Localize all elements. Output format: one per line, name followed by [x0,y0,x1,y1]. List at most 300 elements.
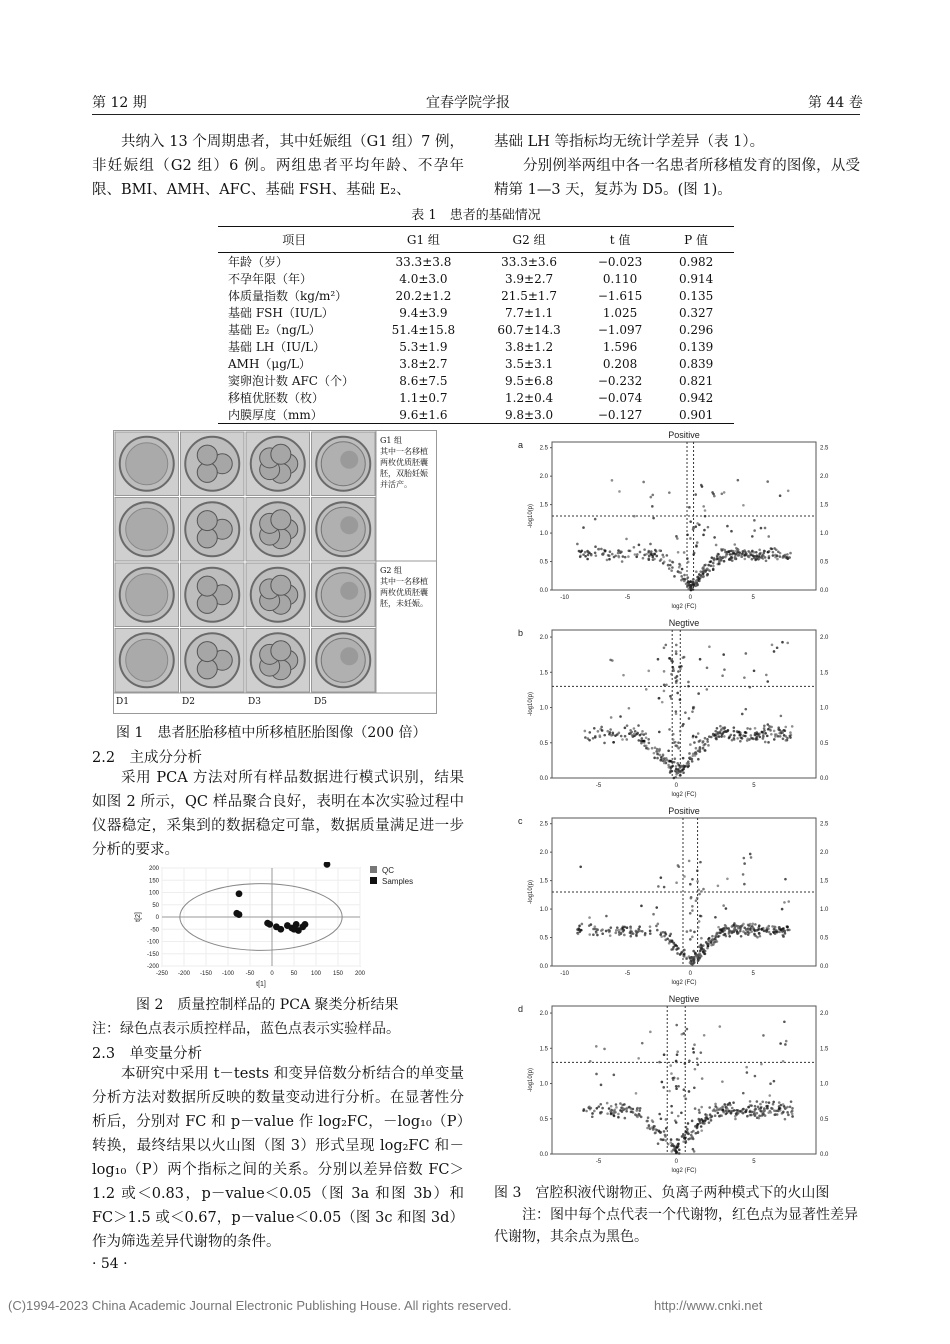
figure1-g2-text: 其中一名移植两枚优质胚囊胚，未妊娠。 [380,577,428,608]
metabolite-point [611,479,614,482]
metabolite-point [594,518,597,521]
metabolite-point [759,1103,762,1106]
metabolite-point [749,1111,752,1114]
volcano-plot-area [552,630,816,778]
metabolite-point [698,740,701,743]
metabolite-point [725,554,728,557]
panel-title: Positive [668,806,700,816]
metabolite-point [692,578,695,581]
metabolite-point [778,926,781,929]
metabolite-point [603,742,606,745]
metabolite-point [723,735,726,738]
metabolite-point [756,732,759,735]
metabolite-point [581,923,584,926]
metabolite-point [662,556,665,559]
metabolite-point [768,725,771,728]
metabolite-point [745,652,748,655]
metabolite-point [693,741,696,744]
metabolite-point [675,1024,678,1027]
metabolite-point [778,1107,781,1110]
metabolite-point [713,1108,716,1111]
metabolite-point [713,557,716,560]
metabolite-point [782,737,785,740]
metabolite-point [659,559,662,562]
metabolite-point [733,726,736,729]
metabolite-point [627,555,630,558]
metabolite-point [651,494,654,497]
y-tick-label: 2.0 [539,1011,548,1018]
metabolite-point [670,1150,673,1153]
metabolite-point [724,549,727,552]
metabolite-point [625,538,628,541]
table1-caption: 表 1 患者的基础情况 [411,208,541,223]
metabolite-point [682,1032,685,1035]
metabolite-point [607,929,610,932]
table-cell: −0.127 [597,407,643,422]
metabolite-point [678,1152,681,1155]
metabolite-point [765,1101,768,1104]
metabolite-point [653,752,656,755]
metabolite-point [724,730,727,733]
y-tick-label: 0.0 [539,776,548,782]
metabolite-point [753,933,756,936]
metabolite-point [691,760,694,763]
metabolite-point [744,735,747,738]
metabolite-point [608,554,611,557]
metabolite-point [581,549,584,552]
table-cell: 33.3±3.8 [395,254,452,269]
metabolite-point [669,1141,672,1144]
section22-title: 2.2 主成分分析 [92,750,203,766]
metabolite-point [615,1103,618,1106]
metabolite-point [721,493,724,496]
section23-title: 2.3 单变量分析 [92,1046,203,1062]
metabolite-point [584,551,587,554]
metabolite-point [696,1123,699,1126]
metabolite-point [612,732,615,735]
metabolite-point [783,1020,786,1023]
metabolite-point [779,1042,782,1045]
metabolite-point [658,1113,661,1116]
metabolite-point [691,878,694,881]
metabolite-point [698,956,701,959]
figure1-g1-title: G1 组 [380,436,403,445]
metabolite-point [753,1111,756,1114]
table-cell: 1.1±0.7 [399,390,448,405]
x-tick-label: -5 [624,971,631,977]
metabolite-point [622,930,625,933]
metabolite-point [629,935,632,938]
table1-header: 项目 [282,233,307,247]
y-tick-label: 0.5 [539,740,548,747]
metabolite-point [762,555,765,558]
x-tick-label: -150 [199,971,213,977]
metabolite-point [629,931,632,934]
metabolite-point [649,930,652,933]
metabolite-point [678,566,681,569]
y-tick-label: 1.0 [539,531,548,538]
zygote [126,443,168,485]
metabolite-point [706,947,709,950]
metabolite-point [665,684,668,687]
metabolite-point [724,929,727,932]
panel-letter: d [518,1004,524,1014]
metabolite-point [691,581,694,584]
metabolite-point [592,933,595,936]
sample-point [236,890,243,897]
metabolite-point [770,547,773,550]
metabolite-point [695,747,698,750]
metabolite-point [712,562,715,565]
metabolite-point [782,556,785,559]
metabolite-point [682,757,685,760]
metabolite-point [788,929,791,932]
metabolite-point [776,646,779,649]
metabolite-point [769,933,772,936]
metabolite-point [635,1092,638,1095]
metabolite-point [689,584,692,587]
metabolite-point [688,1090,691,1093]
metabolite-point [660,756,663,759]
sample-point [277,926,284,933]
metabolite-point [700,947,703,950]
metabolite-point [754,1075,757,1078]
legend-qc-label: QC [382,866,394,875]
metabolite-point [745,1109,748,1112]
metabolite-point [683,765,686,768]
metabolite-point [697,889,700,892]
metabolite-point [771,1107,774,1110]
metabolite-point [649,543,652,546]
metabolite-point [754,559,757,562]
metabolite-point [759,736,762,739]
metabolite-point [632,735,635,738]
metabolite-point [628,707,631,710]
metabolite-point [685,957,688,960]
table-cell: 基础 FSH（IU/L） [228,306,334,320]
sample-point [302,921,309,928]
metabolite-point [591,1115,594,1118]
header-issue: 第 12 期 [92,95,147,111]
metabolite-point [670,1105,673,1108]
metabolite-point [756,1116,759,1119]
metabolite-point [732,550,735,553]
metabolite-point [779,494,782,497]
metabolite-point [623,1103,626,1106]
table-cell: 3.9±2.7 [504,271,554,286]
metabolite-point [660,1138,663,1141]
table1-header: t 值 [609,233,631,247]
metabolite-point [670,1138,673,1141]
metabolite-point [689,537,692,540]
metabolite-point [640,1116,643,1119]
metabolite-point [582,1109,585,1112]
metabolite-point [749,853,752,856]
metabolite-point [658,750,661,753]
metabolite-point [598,734,601,737]
metabolite-point [677,670,680,673]
metabolite-point [680,575,683,578]
metabolite-point [747,1106,750,1109]
metabolite-point [680,1111,683,1114]
metabolite-point [702,505,705,508]
metabolite-point [706,567,709,570]
metabolite-point [593,1110,596,1113]
metabolite-point [640,905,643,908]
figure2-note: 注：绿色点表示质控样品，蓝色点表示实验样品。 [92,1021,400,1037]
metabolite-point [784,1118,787,1121]
section22-body [92,766,464,862]
metabolite-point [665,1127,668,1130]
metabolite-point [694,1068,697,1071]
metabolite-point [726,525,729,528]
metabolite-point [733,730,736,733]
metabolite-point [779,555,782,558]
metabolite-point [701,945,704,948]
metabolite-point [691,936,694,939]
metabolite-point [771,925,774,928]
y-tick-label-right: 1.0 [820,907,829,914]
table-cell: 7.7±1.1 [504,305,554,320]
metabolite-point [618,490,621,493]
metabolite-point [781,730,784,733]
day-label: D5 [314,697,327,707]
metabolite-point [699,1122,702,1125]
metabolite-point [645,736,648,739]
header-volume: 第 44 卷 [808,95,863,111]
metabolite-point [759,1110,762,1113]
metabolite-point [637,724,640,727]
metabolite-point [673,777,676,780]
metabolite-point [689,883,692,886]
metabolite-point [588,731,591,734]
metabolite-point [781,908,784,911]
metabolite-point [749,1100,752,1103]
metabolite-point [675,881,678,884]
metabolite-point [781,1112,784,1115]
metabolite-point [720,735,723,738]
x-axis-label: t[1] [256,981,266,988]
metabolite-point [667,749,670,752]
metabolite-point [698,1109,701,1112]
metabolite-point [734,926,737,929]
metabolite-point [604,549,607,552]
x-axis-label: log2 (FC) [671,980,697,986]
y-tick-label-right: 1.0 [820,531,829,538]
sample-point [293,921,300,928]
metabolite-point [750,734,753,737]
metabolite-point [688,860,691,863]
y-axis-label: -log10(p) [528,503,534,529]
metabolite-point [791,725,794,728]
metabolite-point [658,697,661,700]
panel-letter: b [518,628,524,638]
metabolite-point [731,925,734,928]
metabolite-point [687,561,690,564]
metabolite-point [773,730,776,733]
metabolite-point [645,745,648,748]
metabolite-point [668,728,671,731]
metabolite-point [687,1122,690,1125]
metabolite-point [682,723,685,726]
metabolite-point [722,1109,725,1112]
x-tick-label: -50 [245,971,255,977]
table-cell: 0.982 [678,254,714,269]
metabolite-point [588,916,591,919]
metabolite-point [680,579,683,582]
metabolite-point [690,962,693,965]
metabolite-point [700,1106,703,1109]
metabolite-point [595,1073,598,1076]
metabolite-point [617,929,620,932]
y-tick-label: -200 [146,964,159,970]
metabolite-point [698,920,701,923]
metabolite-point [663,646,666,649]
metabolite-point [754,1105,757,1108]
metabolite-point [708,1121,711,1124]
metabolite-point [634,730,637,733]
day-label: D3 [248,697,261,707]
metabolite-point [751,535,754,538]
metabolite-point [696,869,699,872]
metabolite-point [697,692,700,695]
metabolite-point [772,1103,775,1106]
metabolite-point [726,877,729,880]
metabolite-point [699,950,702,953]
metabolite-point [692,707,695,710]
metabolite-point [711,491,714,494]
metabolite-point [731,1107,734,1110]
metabolite-point [658,549,661,552]
metabolite-point [602,553,605,556]
metabolite-point [606,1102,609,1105]
metabolite-point [663,886,666,889]
metabolite-point [715,558,718,561]
metabolite-point [756,1100,759,1103]
metabolite-point [755,554,758,557]
metabolite-point [710,941,713,944]
metabolite-point [668,942,671,945]
y-tick-label: -50 [150,927,159,934]
metabolite-point [787,900,790,903]
metabolite-point [611,553,614,556]
metabolite-point [650,550,653,553]
metabolite-point [771,644,774,647]
metabolite-point [641,730,644,733]
metabolite-point [669,934,672,937]
metabolite-point [743,676,746,679]
table-cell: 0.139 [678,339,714,354]
metabolite-point [684,711,687,714]
metabolite-point [733,543,736,546]
metabolite-point [709,1116,712,1119]
figure3-note: 注：图中每个点代表一个代谢物，红色点为显著性差异代谢物，其余点为黑色。 [494,1207,858,1245]
y-tick-label: 0.5 [539,935,548,942]
metabolite-point [786,642,789,645]
metabolite-point [723,491,726,494]
table-cell: 51.4±15.8 [391,322,456,337]
metabolite-point [649,932,652,935]
metabolite-point [749,554,752,557]
metabolite-point [655,1128,658,1131]
metabolite-point [603,734,606,737]
metabolite-point [704,1119,707,1122]
x-tick-label: 100 [310,971,322,977]
y-axis-label: t[2] [135,912,142,922]
metabolite-point [663,1130,666,1133]
table-cell: 21.5±1.7 [501,288,557,303]
y-tick-label-right: 1.0 [820,1081,829,1088]
metabolite-point [677,1077,680,1080]
metabolite-point [694,952,697,955]
metabolite-point [670,760,673,763]
y-tick-label-right: 0.0 [820,588,829,594]
metabolite-point [698,893,701,896]
metabolite-point [621,1107,624,1110]
metabolite-point [699,658,702,661]
metabolite-point [636,732,639,735]
metabolite-point [751,923,754,926]
metabolite-point [664,939,667,942]
metabolite-point [700,890,703,893]
table-cell: 3.8±2.7 [399,356,448,371]
metabolite-point [620,928,623,931]
metabolite-point [789,735,792,738]
metabolite-point [674,944,677,947]
y-tick-label-right: 0.0 [820,964,829,970]
x-tick-label: 0 [688,971,692,977]
metabolite-point [669,1064,672,1067]
metabolite-point [675,948,678,951]
inner-cell-mass [340,516,358,534]
metabolite-point [742,1108,745,1111]
sample-point [324,862,331,868]
metabolite-point [613,1074,616,1077]
metabolite-point [619,1102,622,1105]
metabolite-point [599,1103,602,1106]
y-tick-label-right: 2.0 [820,474,829,481]
metabolite-point [618,931,621,934]
y-tick-label: -100 [146,939,159,946]
metabolite-point [663,690,666,693]
metabolite-point [694,493,697,496]
metabolite-point [733,1109,736,1112]
metabolite-point [622,674,625,677]
metabolite-point [670,569,673,572]
metabolite-point [734,553,737,556]
metabolite-point [782,1060,785,1063]
legend-samples-label: Samples [382,877,414,886]
metabolite-point [684,1131,687,1134]
metabolite-point [746,1071,749,1074]
metabolite-point [696,880,699,883]
metabolite-point [708,645,711,648]
metabolite-point [638,925,641,928]
metabolite-point [597,1105,600,1108]
metabolite-point [700,1129,703,1132]
metabolite-point [715,738,718,741]
metabolite-point [734,1118,737,1121]
metabolite-point [749,728,752,731]
metabolite-point [700,1118,703,1121]
metabolite-point [584,555,587,558]
metabolite-point [683,1088,686,1091]
panel-letter: c [518,816,523,826]
metabolite-point [616,926,619,929]
metabolite-point [606,559,609,562]
y-tick-label: 0.0 [539,588,548,594]
metabolite-point [578,925,581,928]
